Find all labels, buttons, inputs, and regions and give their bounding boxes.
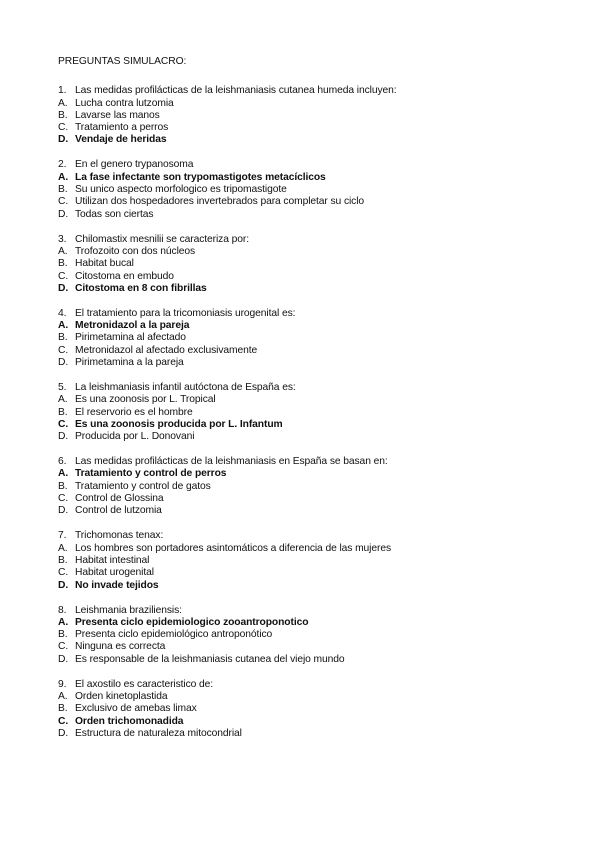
option-text: Orden kinetoplastida — [75, 690, 168, 702]
question-text: Las medidas profilácticas de la leishmaniasis cutanea humeda incluyen: — [75, 85, 397, 97]
option-text: Presenta ciclo epidemiológico antroponótico — [75, 629, 273, 641]
answer-option-correct — [58, 716, 578, 728]
option-text: Pirimetamina al afectado — [75, 332, 186, 344]
question-stem — [58, 605, 578, 617]
question-text: El axostilo es caracteristico de: — [75, 678, 214, 690]
option-letter: D. — [58, 282, 69, 294]
option-letter: D. — [58, 208, 69, 220]
option-text: Es responsable de la leishmaniasis cutanea del viejo mundo — [75, 653, 345, 665]
option-text: El reservorio es el hombre — [75, 406, 193, 418]
answer-option — [58, 728, 578, 740]
question-number: 7. — [58, 530, 67, 542]
answer-option — [58, 271, 578, 283]
option-letter: C. — [58, 567, 69, 579]
question-number: 8. — [58, 604, 67, 616]
option-text: Control de Glossina — [75, 493, 164, 505]
question-3 — [58, 234, 578, 295]
option-text: Ninguna es correcta — [75, 641, 166, 653]
answer-option — [58, 122, 578, 134]
option-letter: B. — [58, 703, 68, 715]
option-letter: C. — [58, 715, 69, 727]
answer-option-correct — [58, 320, 578, 332]
answer-option-correct — [58, 617, 578, 629]
document-title: PREGUNTAS SIMULACRO: — [58, 56, 187, 67]
answer-option — [58, 184, 578, 196]
option-text: Exclusivo de amebas limax — [75, 703, 197, 715]
option-letter: C. — [58, 122, 69, 134]
option-letter: B. — [58, 332, 68, 344]
option-text: La fase infectante son trypomastigotes metacíclicos — [75, 171, 326, 183]
question-number: 2. — [58, 159, 67, 171]
option-text: Metronidazol a la pareja — [75, 320, 190, 332]
option-letter: A. — [58, 542, 68, 554]
answer-option — [58, 196, 578, 208]
option-letter: A. — [58, 320, 69, 332]
question-1 — [58, 85, 578, 146]
answer-option — [58, 110, 578, 122]
option-letter: A. — [58, 468, 69, 480]
answer-option — [58, 543, 578, 555]
option-text: Orden trichomonadida — [75, 715, 184, 727]
answer-option — [58, 246, 578, 258]
option-text: Tratamiento a perros — [75, 122, 169, 134]
question-stem — [58, 85, 578, 97]
option-letter: B. — [58, 258, 68, 270]
answer-option-correct — [58, 283, 578, 295]
document-page — [58, 56, 578, 753]
question-number: 6. — [58, 456, 67, 468]
question-stem — [58, 679, 578, 691]
question-number: 3. — [58, 233, 67, 245]
option-letter: D. — [58, 134, 69, 146]
option-text: Pirimetamina a la pareja — [75, 357, 184, 368]
answer-option-correct — [58, 580, 578, 592]
question-2 — [58, 159, 578, 220]
question-text: La leishmaniasis infantil autóctona de España es: — [75, 381, 296, 393]
option-text: Tratamiento y control de perros — [75, 468, 227, 480]
option-letter: C. — [58, 418, 69, 430]
option-text: Presenta ciclo epidemiologico zooantroponotico — [75, 616, 309, 628]
answer-option-correct — [58, 172, 578, 184]
option-text: Estructura de naturaleza mitocondrial — [75, 727, 242, 739]
option-letter: D. — [58, 579, 69, 591]
answer-option — [58, 332, 578, 344]
question-stem — [58, 456, 578, 468]
option-text: Lucha contra lutzomia — [75, 97, 174, 109]
option-text: Es una zoonosis por L. Tropical — [75, 394, 216, 406]
question-4 — [58, 308, 578, 369]
question-text: Leishmania braziliensis: — [75, 604, 182, 616]
option-letter: C. — [58, 344, 69, 356]
question-stem — [58, 234, 578, 246]
option-letter: C. — [58, 196, 69, 208]
question-text: Trichomonas tenax: — [75, 530, 164, 542]
option-letter: D. — [58, 431, 69, 443]
question-stem — [58, 382, 578, 394]
answer-option-correct — [58, 419, 578, 431]
option-text: Utilizan dos hospedadores invertebrados para completar su ciclo — [75, 196, 365, 208]
answer-option — [58, 505, 578, 517]
option-letter: A. — [58, 245, 68, 257]
question-stem — [58, 530, 578, 542]
option-text: Control de lutzomia — [75, 505, 162, 517]
answer-option-correct — [58, 134, 578, 146]
option-letter: B. — [58, 480, 68, 492]
question-9 — [58, 679, 578, 740]
option-text: Metronidazol al afectado exclusivamente — [75, 344, 258, 356]
option-text: Tratamiento y control de gatos — [75, 480, 211, 492]
option-letter: B. — [58, 554, 68, 566]
question-7 — [58, 530, 578, 591]
question-text: El tratamiento para la tricomoniasis urogenital es: — [75, 307, 296, 319]
answer-option — [58, 493, 578, 505]
option-text: Habitat urogenital — [75, 567, 154, 579]
answer-option — [58, 98, 578, 110]
question-8 — [58, 605, 578, 666]
answer-option — [58, 357, 578, 369]
option-letter: B. — [58, 109, 68, 121]
answer-option — [58, 481, 578, 493]
question-text: En el genero trypanosoma — [75, 159, 194, 171]
answer-option-correct — [58, 468, 578, 480]
question-text: Chilomastix mesnilii se caracteriza por: — [75, 233, 249, 245]
answer-option — [58, 567, 578, 579]
answer-option — [58, 407, 578, 419]
option-letter: D. — [58, 727, 69, 739]
option-text: Vendaje de heridas — [75, 134, 167, 146]
option-text: No invade tejidos — [75, 579, 159, 591]
question-text: Las medidas profilácticas de la leishmaniasis en España se basan en: — [75, 456, 388, 468]
answer-option — [58, 629, 578, 641]
question-6 — [58, 456, 578, 517]
option-letter: A. — [58, 690, 68, 702]
answer-option — [58, 431, 578, 443]
option-text: Citostoma en embudo — [75, 270, 174, 282]
option-text: Habitat intestinal — [75, 554, 150, 566]
answer-option — [58, 703, 578, 715]
option-text: Producida por L. Donovani — [75, 431, 195, 443]
option-letter: C. — [58, 641, 69, 653]
question-number: 4. — [58, 307, 67, 319]
question-5 — [58, 382, 578, 443]
question-number: 1. — [58, 85, 67, 97]
option-letter: D. — [58, 653, 69, 665]
option-text: Todas son ciertas — [75, 208, 154, 220]
question-list — [58, 85, 578, 740]
option-text: Habitat bucal — [75, 258, 134, 270]
option-letter: C. — [58, 493, 69, 505]
option-text: Su unico aspecto morfologico es tripomastigote — [75, 184, 287, 196]
option-letter: A. — [58, 97, 68, 109]
question-stem — [58, 159, 578, 171]
option-letter: B. — [58, 629, 68, 641]
answer-option — [58, 654, 578, 666]
answer-option — [58, 394, 578, 406]
option-letter: A. — [58, 171, 69, 183]
answer-option — [58, 345, 578, 357]
option-text: Lavarse las manos — [75, 109, 160, 121]
option-letter: A. — [58, 394, 68, 406]
question-number: 5. — [58, 381, 67, 393]
option-text: Trofozoito con dos núcleos — [75, 245, 196, 257]
option-letter: B. — [58, 184, 68, 196]
option-letter: C. — [58, 270, 69, 282]
option-letter: D. — [58, 357, 69, 368]
option-text: Los hombres son portadores asintomáticos a diferencia de las mujeres — [75, 542, 392, 554]
option-text: Citostoma en 8 con fibrillas — [75, 282, 207, 294]
answer-option — [58, 209, 578, 221]
question-number: 9. — [58, 678, 67, 690]
answer-option — [58, 258, 578, 270]
answer-option — [58, 641, 578, 653]
answer-option — [58, 691, 578, 703]
option-letter: D. — [58, 505, 69, 517]
option-letter: B. — [58, 406, 68, 418]
answer-option — [58, 555, 578, 567]
question-stem — [58, 308, 578, 320]
option-text: Es una zoonosis producida por L. Infantum — [75, 418, 283, 430]
option-letter: A. — [58, 616, 69, 628]
